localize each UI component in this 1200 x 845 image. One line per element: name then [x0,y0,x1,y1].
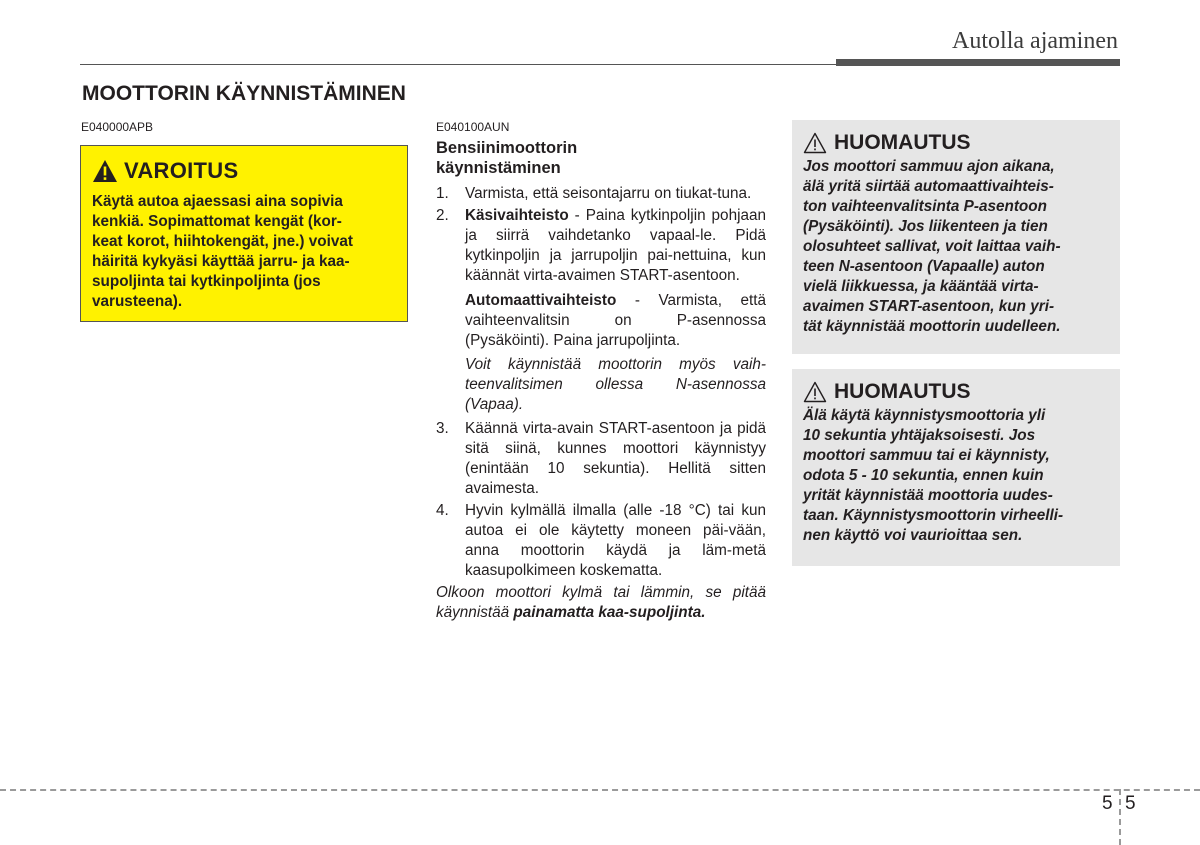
closing-text: Olkoon moottori kylmä tai lämmin, se pitää käynnistää [436,584,766,621]
chapter-number: 5 [1102,793,1113,814]
notice-line: vielä liikkuessa, ja kääntää virta- [803,278,1039,295]
notice-text [803,406,1110,546]
step-item [436,206,766,286]
instructions-heading [436,138,766,178]
heading-line: Bensiinimoottorin [436,139,578,157]
step-label: Käsivaihteisto [465,207,569,224]
automatic-text: - Varmista, että vaihteenvalitsin on P-asennossa (Pysäköinti). Paina jarrupoljinta. [465,292,766,349]
notice-line: (Pysäköinti). Jos liikenteen ja tien [803,218,1048,235]
step-number: 2. [436,207,449,224]
step-item [436,501,766,581]
header-bar [836,59,1120,66]
warning-triangle-icon [92,159,118,183]
notice-line: olosuhteet sallivat, voit laittaa vaih- [803,238,1061,255]
warning-box [80,145,408,322]
notice-line: moottori sammuu tai ei käynnisty, [803,447,1050,464]
steps-list [436,419,766,581]
footer-divider [1119,789,1121,845]
warning-line: häiritä kykyäsi käyttää jarru- ja kaa- [92,253,350,270]
notice-line: 10 sekuntia yhtäjaksoisesti. Jos [803,427,1036,444]
notice-line: avaimen START-asentoon, kun yri- [803,298,1055,315]
header-rule [80,64,838,65]
notice-text [803,157,1110,337]
warning-line: Käytä autoa ajaessasi aina sopivia [92,193,343,210]
notice-box [792,369,1120,566]
section-code-left: E040000APB [81,120,154,134]
notice-line: odota 5 - 10 sekuntia, ennen kuin [803,467,1044,484]
caution-triangle-icon [803,132,827,154]
steps-list [436,184,766,286]
step-number: 3. [436,420,449,437]
section-code-mid: E040100AUN [436,120,510,134]
warning-title: VAROITUS [124,158,239,183]
instructions-column [436,138,766,623]
warning-line: kenkiä. Sopimattomat kengät (kor- [92,213,342,230]
notice-box [792,120,1120,354]
notice-line: taan. Käynnistysmoottorin virheelli- [803,507,1064,524]
notice-line: ton vaihteenvalitsinta P-asentoon [803,198,1047,215]
notice-header [803,379,1110,405]
page-number: 5 [1125,793,1136,814]
notice-line: nen käyttö voi vaurioittaa sen. [803,527,1023,544]
step-item [436,184,766,204]
automatic-paragraph [465,291,766,351]
step-body: - Paina kytkinpoljin pohjaan ja siirrä vaihdetanko vapaal-le. Pidä kytkinpoljin ja jarrupoljin pai-nettuina, kun käännät virta-avaimen START-asentoon. [465,207,766,284]
footer-rule [0,789,1200,791]
closing-note [436,583,766,623]
notice-line: teen N-asentoon (Vapaalle) auton [803,258,1045,275]
warning-line: keat korot, hiihtokengät, jne.) voivat [92,233,353,250]
step-text [465,206,766,286]
step-text: Käännä virta-avain START-asentoon ja pidä sitä siinä, kunnes moottori käynnistyy (enintään 10 sekuntia). Hellitä sitten avaimesta. [465,420,766,497]
notice-line: tät käynnistää moottorin uudelleen. [803,318,1061,335]
warning-text [92,192,396,312]
notice-line: Älä käytä käynnistysmoottoria yli [803,407,1046,424]
step-item [436,419,766,499]
notice-line: Jos moottori sammuu ajon aikana, [803,158,1055,175]
heading-line: käynnistäminen [436,159,561,177]
notice-title: HUOMAUTUS [834,380,971,403]
neutral-note: Voit käynnistää moottorin myös vaih-teenvalitsimen ollessa N-asennossa (Vapaa). [465,356,766,413]
notice-title: HUOMAUTUS [834,131,971,154]
step-text: Varmista, että seisontajarru on tiukat-tuna. [465,185,752,202]
warning-line: varusteena). [92,293,183,310]
automatic-label: Automaattivaihteisto [465,292,617,309]
notice-line: älä yritä siirtää automaattivaihteis- [803,178,1054,195]
caution-triangle-icon [803,381,827,403]
step-number: 4. [436,502,449,519]
closing-emphasis: painamatta kaa-supoljinta. [513,604,706,621]
warning-line: supoljinta tai kytkinpoljinta (jos [92,273,321,290]
warning-header [92,158,396,184]
step-number: 1. [436,185,449,202]
notice-line: yrität käynnistää moottoria uudes- [803,487,1053,504]
section-title: MOOTTORIN KÄYNNISTÄMINEN [82,82,406,105]
step-text: Hyvin kylmällä ilmalla (alle -18 °C) tai kun autoa ei ole käytetty moneen päi-vään, anna moottorin käydä ja läm-metä kaasupolkimeen koskematta. [465,502,766,579]
chapter-title: Autolla ajaminen [952,28,1118,54]
notice-header [803,130,1110,156]
